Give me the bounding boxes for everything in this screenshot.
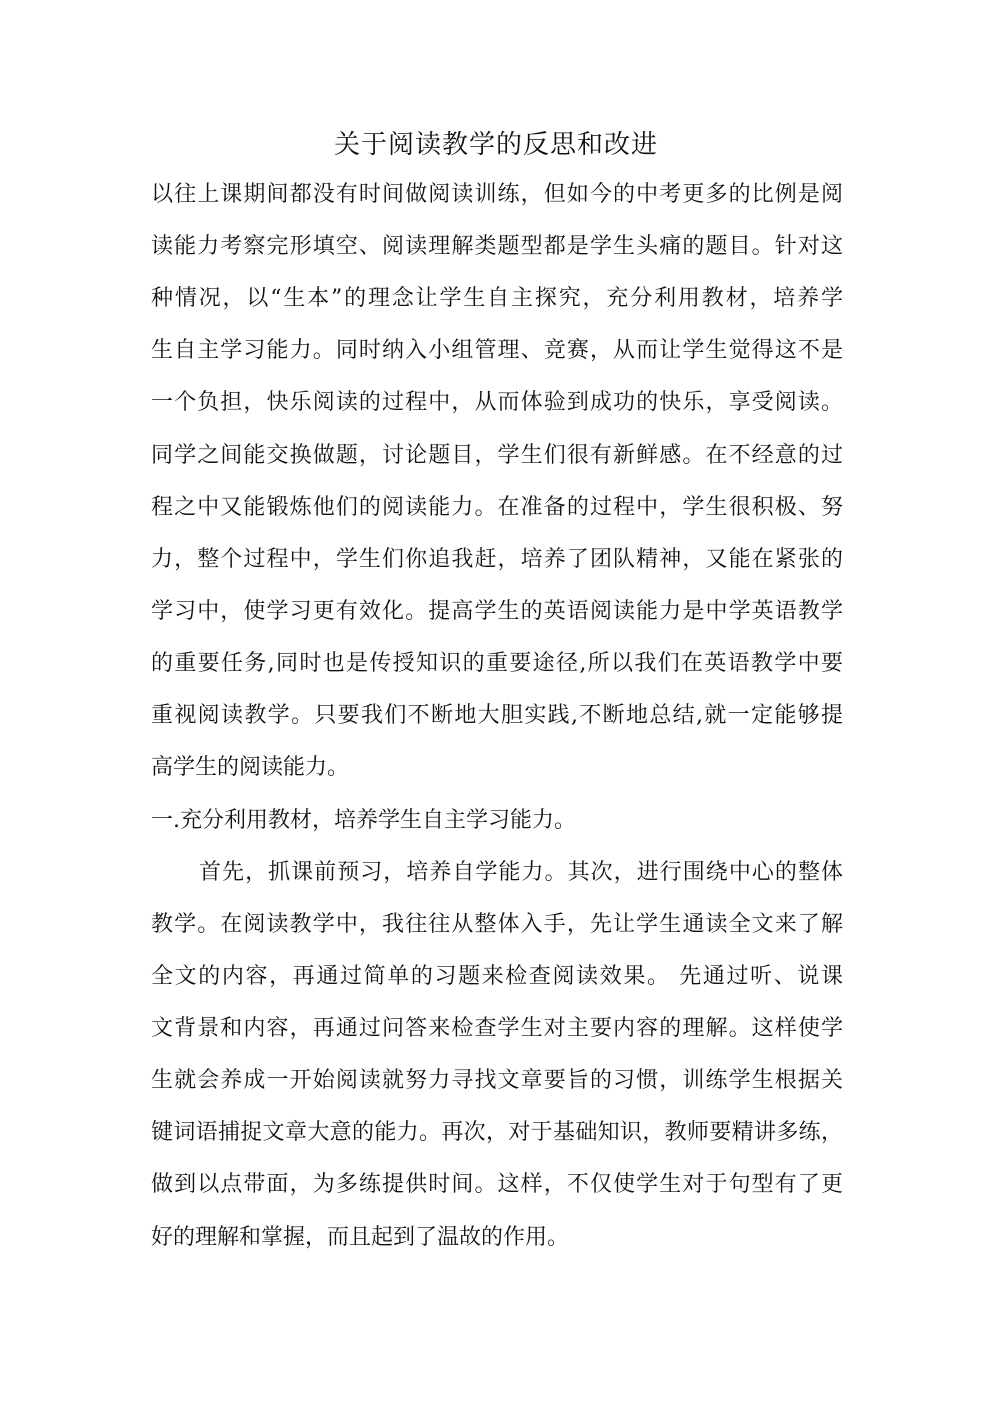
intro-line: 生自主学习能力。同时纳入小组管理、竞赛，从而让学生觉得这不是 <box>151 338 843 363</box>
intro-line: 的重要任务,同时也是传授知识的重要途径,所以我们在英语教学中要 <box>151 651 843 676</box>
intro-line: 以往上课期间都没有时间做阅读训练，但如今的中考更多的比例是阅 <box>151 182 843 207</box>
document-title: 关于阅读教学的反思和改进 <box>333 130 658 160</box>
intro-line: 程之中又能锻炼他们的阅读能力。在准备的过程中，学生很积极、努 <box>151 495 843 520</box>
intro-line: 学习中，使学习更有效化。提高学生的英语阅读能力是中学英语教学 <box>151 599 843 624</box>
intro-line: 重视阅读教学。只要我们不断地大胆实践,不断地总结,就一定能够提 <box>151 703 843 728</box>
body-line: 做到以点带面，为多练提供时间。这样，不仅使学生对于句型有了更 <box>151 1172 843 1197</box>
body-line: 文背景和内容，再通过问答来检查学生对主要内容的理解。这样使学 <box>151 1016 843 1041</box>
body-line: 键词语捕捉文章大意的能力。再次，对于基础知识，教师要精讲多练， <box>151 1120 843 1145</box>
intro-line: 力，整个过程中，学生们你追我赶，培养了团队精神，又能在紧张的 <box>151 547 843 572</box>
intro-line: 读能力考察完形填空、阅读理解类题型都是学生头痛的题目。针对这 <box>151 234 843 259</box>
intro-line: 高学生的阅读能力。 <box>151 755 350 780</box>
intro-line: 一个负担，快乐阅读的过程中，从而体验到成功的快乐，享受阅读。 <box>151 390 843 415</box>
section-heading: 一.充分利用教材，培养学生自主学习能力。 <box>151 808 576 833</box>
body-line: 好的理解和掌握，而且起到了温故的作用。 <box>151 1225 570 1250</box>
intro-line: 种情况，以“生本”的理念让学生自主探究，充分利用教材，培养学 <box>151 286 843 311</box>
intro-line: 同学之间能交换做题，讨论题目，学生们很有新鲜感。在不经意的过 <box>151 443 843 468</box>
body-line: 全文的内容，再通过简单的习题来检查阅读效果。 先通过听、说课 <box>151 964 843 989</box>
body-line: 生就会养成一开始阅读就努力寻找文章要旨的习惯，训练学生根据关 <box>151 1068 843 1093</box>
body-line: 教学。在阅读教学中，我往往从整体入手，先让学生通读全文来了解 <box>151 912 843 937</box>
body-line: 首先，抓课前预习，培养自学能力。其次，进行围绕中心的整体 <box>199 860 843 885</box>
